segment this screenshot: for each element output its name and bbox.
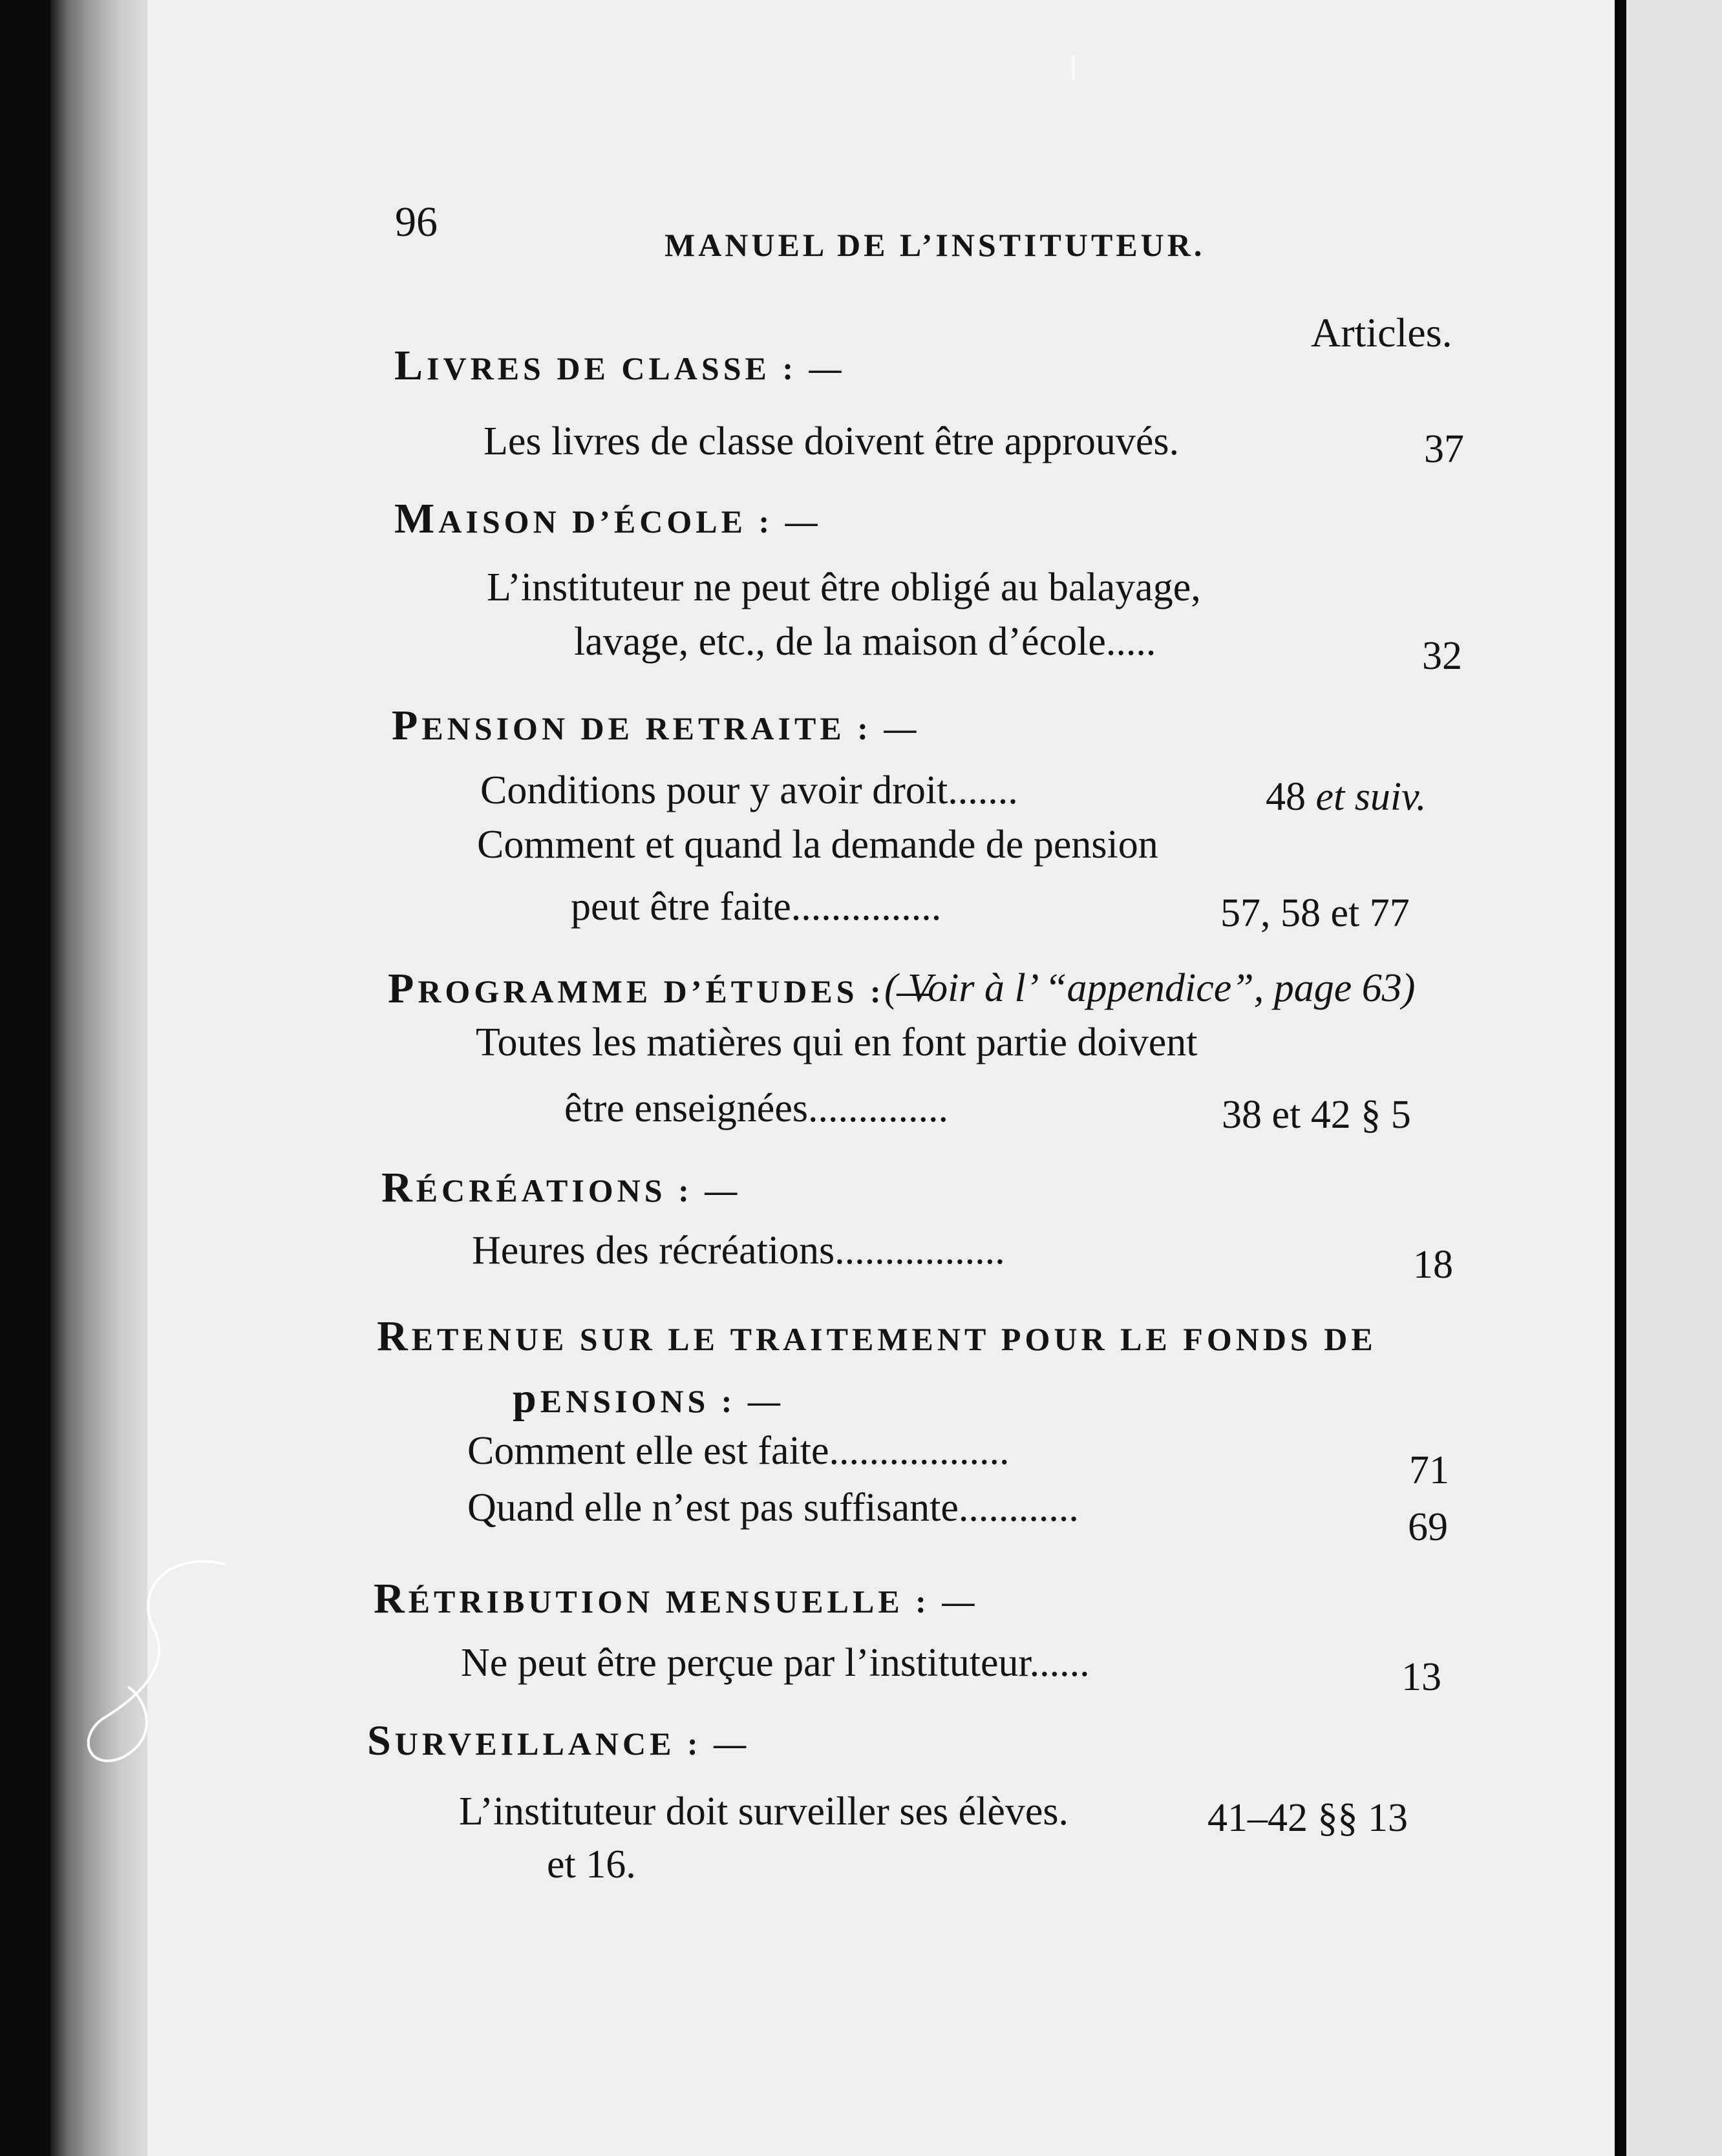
page-number: 96: [395, 198, 438, 246]
column-heading-articles: Articles.: [1311, 310, 1452, 355]
facing-page-edge: [1626, 0, 1722, 2156]
entry-line-text: Comment et quand la demande de pension: [477, 823, 1158, 867]
entry-line-ref-with-suffix: [1266, 774, 1427, 820]
entry-line-text: Quand elle n’est pas suffisante............: [467, 1486, 1079, 1530]
entry-heading-note: ( Voir à l’ “appendice”, page 63): [884, 966, 1416, 1010]
entry-line-text: L’instituteur doit surveiller ses élèves.: [459, 1790, 1069, 1834]
entry-line-ref: 18: [1413, 1243, 1453, 1287]
entry-heading-surveillance: SURVEILLANCE : —: [367, 1717, 750, 1764]
entry-line-text: Heures des récréations.................: [472, 1229, 1005, 1273]
entry-line-text: Conditions pour y avoir droit.......: [480, 768, 1018, 812]
running-head: MANUEL DE L’INSTITUTEUR.: [664, 227, 1206, 263]
entry-heading-continuation: pENSIONS : —: [513, 1375, 784, 1422]
entry-heading-retenue-sur-le-traitement: RETENUE SUR LE TRAITEMENT POUR LE FONDS DE: [377, 1313, 1377, 1360]
entry-line-text: Ne peut être perçue par l’instituteur......: [461, 1641, 1090, 1685]
entry-line-text: Les livres de classe doivent être approuvés.: [484, 419, 1180, 463]
entry-heading-retribution-mensuelle: RÉTRIBUTION MENSUELLE : —: [374, 1575, 979, 1622]
book-spine-edge: [50, 0, 147, 2156]
entry-heading-livres-de-classe: LIVRES DE CLASSE : —: [394, 342, 845, 389]
scan-speck: [1072, 55, 1075, 81]
entry-line-text: L’instituteur ne peut être obligé au balayage,: [487, 565, 1201, 609]
entry-line-ref: 71: [1409, 1448, 1449, 1492]
entry-heading-maison-d-ecole: MAISON D’ÉCOLE : —: [394, 495, 822, 542]
entry-line-text: lavage, etc., de la maison d’école.....: [574, 620, 1156, 664]
entry-heading-recreations: RÉCRÉATIONS : —: [381, 1164, 741, 1211]
entry-heading-programme-d-etudes: PROGRAMME D’ÉTUDES : —: [388, 965, 933, 1012]
entry-line-ref: 32: [1422, 634, 1462, 678]
entry-line-ref: 13: [1401, 1655, 1441, 1699]
entry-heading-pension-de-retraite: PENSION DE RETRAITE : —: [392, 702, 920, 749]
scan-scratch-mark: [76, 1551, 244, 1784]
entry-line-ref: 41–42 §§ 13: [1207, 1796, 1408, 1840]
entry-line-text: et 16.: [547, 1843, 636, 1886]
entry-line-ref: 37: [1424, 427, 1464, 471]
entry-line-text: être enseignées..............: [564, 1086, 948, 1130]
entry-line-text: peut être faite...............: [571, 885, 942, 929]
page-gutter: [1615, 0, 1626, 2156]
entry-line-text: Toutes les matières qui en font partie doivent: [476, 1020, 1198, 1064]
entry-line-ref-suffix: et suiv.: [1315, 775, 1427, 819]
entry-line-text: Comment elle est faite..................: [467, 1429, 1010, 1473]
book-page: [147, 0, 1615, 2156]
entry-line-ref: 48: [1266, 775, 1306, 819]
entry-line-ref: 38 et 42 § 5: [1222, 1093, 1411, 1137]
entry-line-ref: 69: [1408, 1505, 1448, 1549]
entry-line-ref: 57, 58 et 77: [1220, 891, 1410, 935]
